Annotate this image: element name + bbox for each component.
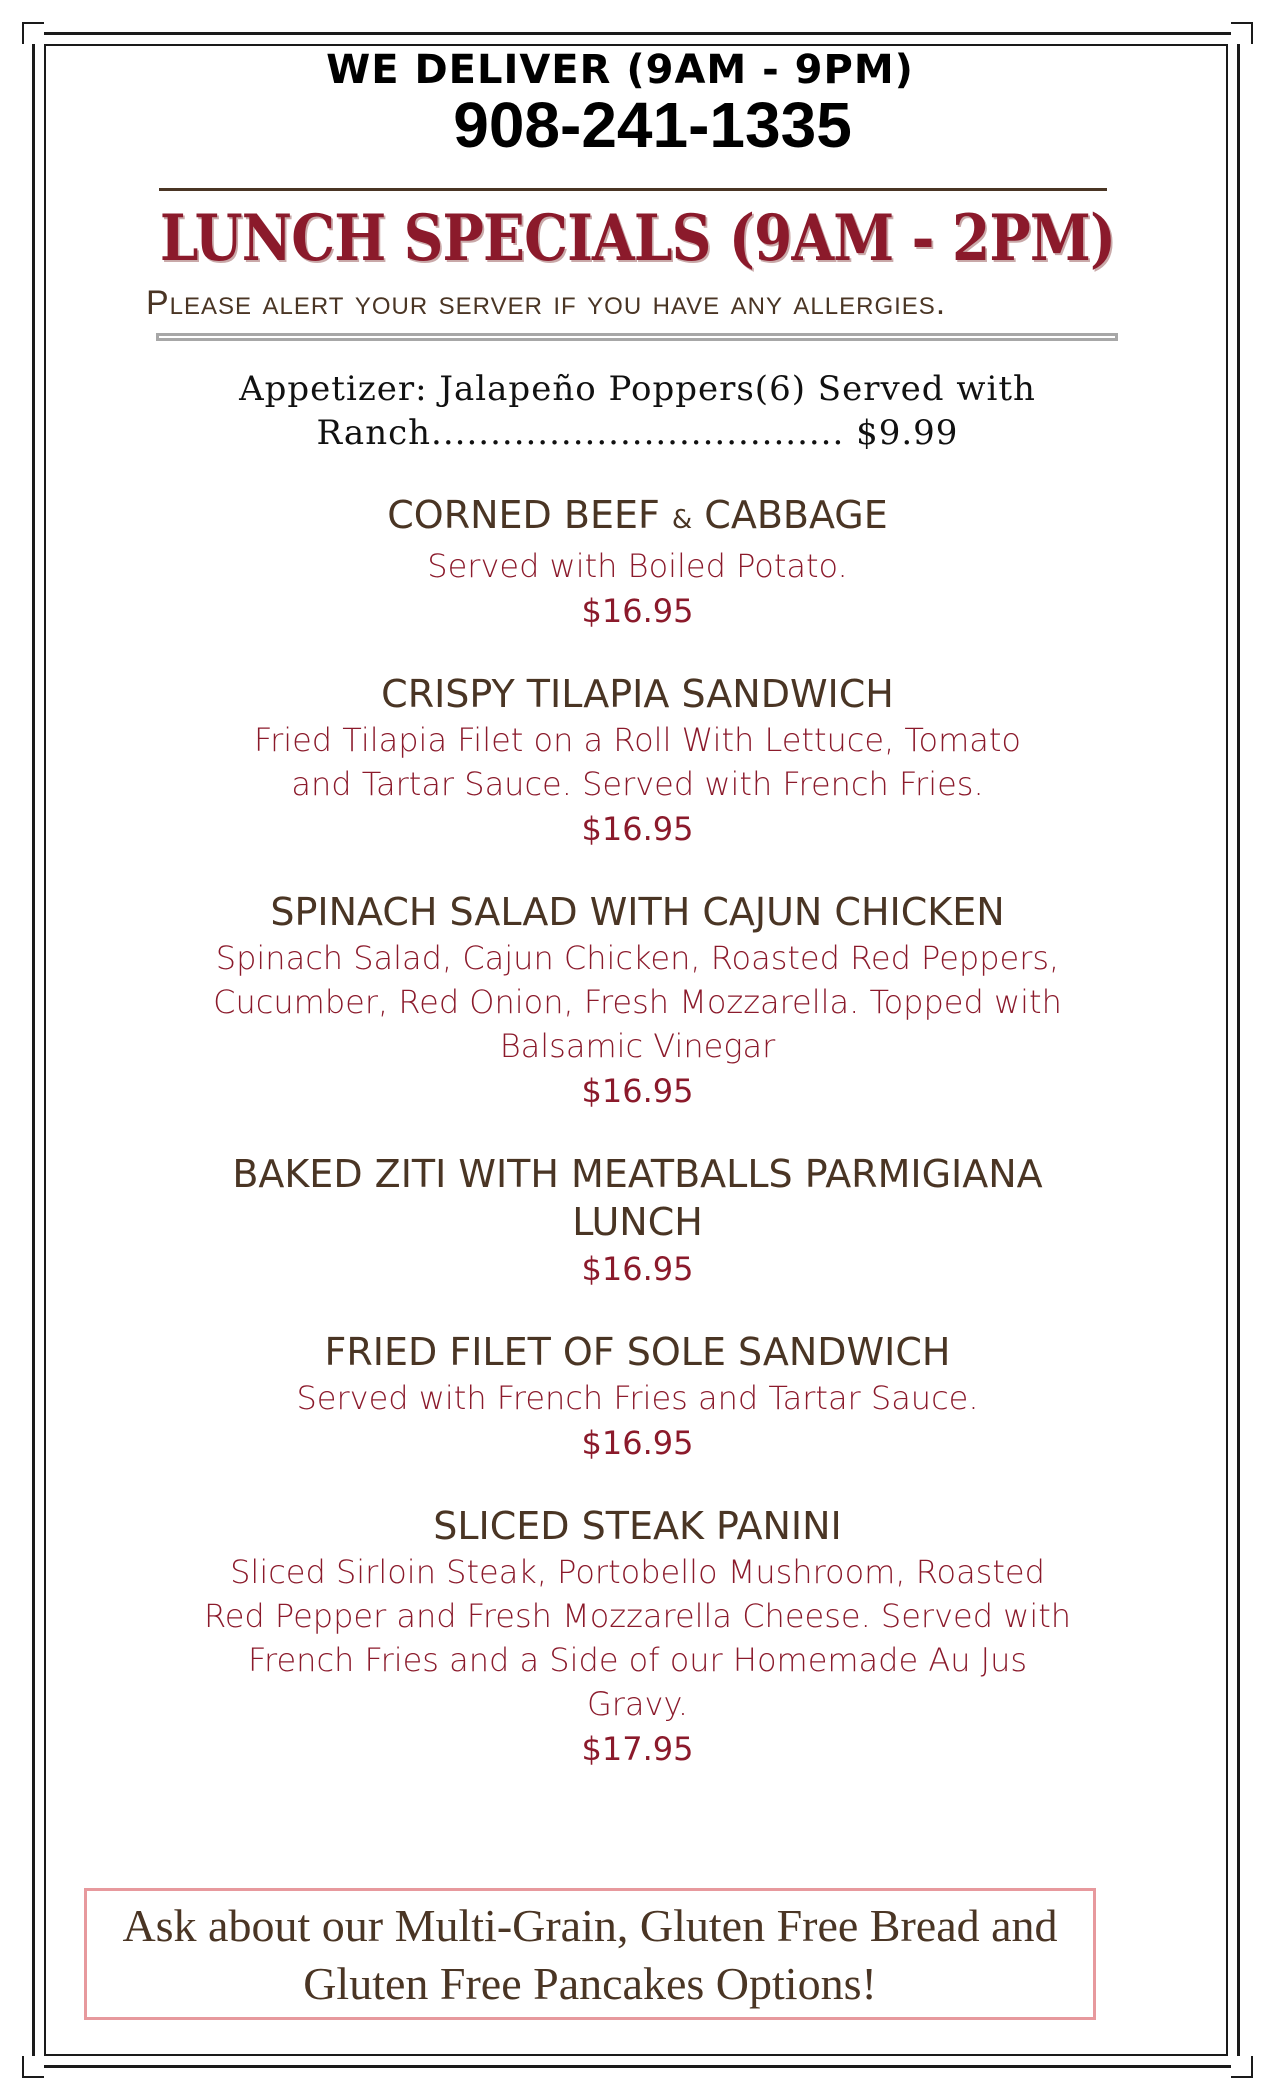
allergy-note: Please alert your server if you have any allergies. xyxy=(146,284,947,322)
appetizer-line-1: Appetizer: Jalapeño Poppers(6) Served with xyxy=(239,369,1036,409)
frame-corner xyxy=(1231,22,1253,44)
divider-top xyxy=(159,188,1107,191)
frame-corner xyxy=(22,2056,44,2078)
appetizer-special xyxy=(60,367,1215,455)
item-name: FRIED FILET OF SOLE SANDWICH xyxy=(324,1330,951,1374)
item-description: Served with French Fries and Tartar Sauce. xyxy=(296,1379,979,1417)
item-price: $16.95 xyxy=(581,1424,694,1462)
appetizer-line-2: Ranch................................... $9.99 xyxy=(316,413,959,453)
item-price: $16.95 xyxy=(581,592,694,630)
item-name-part2: CABBAGE xyxy=(704,493,888,537)
item-price: $17.95 xyxy=(581,1730,694,1768)
item-name xyxy=(60,491,1215,544)
page-title: LUNCH SPECIALS (9AM - 2PM) xyxy=(159,201,1116,276)
menu-item-tilapia xyxy=(60,670,1215,852)
menu-item-spinach-salad xyxy=(60,888,1215,1114)
item-price: $16.95 xyxy=(581,810,694,848)
item-name: CRISPY TILAPIA SANDWICH xyxy=(381,672,894,716)
item-name: BAKED ZITI WITH MEATBALLS PARMIGIANA LUNCH xyxy=(232,1152,1043,1244)
item-name-part1: CORNED BEEF xyxy=(387,493,660,537)
item-name: SPINACH SALAD WITH CAJUN CHICKEN xyxy=(270,890,1005,934)
frame-corner xyxy=(22,22,44,44)
item-price: $16.95 xyxy=(581,1250,694,1288)
item-description: Served with Boiled Potato. xyxy=(427,547,848,585)
divider-double xyxy=(156,333,1118,341)
item-price: $16.95 xyxy=(581,1072,694,1110)
item-description: Sliced Sirloin Steak, Portobello Mushroom, Roasted Red Pepper and Fresh Mozzarella Cheese. Served with French Fries and a Side of our Homemade Au Jus Gravy. xyxy=(203,1553,1072,1723)
item-description: Spinach Salad, Cajun Chicken, Roasted Red Peppers, Cucumber, Red Onion, Fresh Mozzarella. Topped with Balsamic Vinegar xyxy=(213,939,1062,1065)
menu-item-corned-beef xyxy=(60,491,1215,634)
item-description: Fried Tilapia Filet on a Roll With Lettuce, Tomato and Tartar Sauce. Served with French Fries. xyxy=(253,721,1021,803)
item-name: SLICED STEAK PANINI xyxy=(433,1504,842,1548)
menu-content xyxy=(60,48,1215,1808)
gluten-free-note: Ask about our Multi-Grain, Gluten Free Bread and Gluten Free Pancakes Options! xyxy=(84,1888,1096,2020)
menu-item-list xyxy=(60,491,1215,1772)
menu-item-baked-ziti xyxy=(60,1150,1215,1292)
menu-item-steak-panini xyxy=(60,1502,1215,1772)
phone-number: 908-241-1335 xyxy=(453,89,852,161)
menu-item-sole-sandwich xyxy=(60,1328,1215,1466)
ampersand: & xyxy=(671,505,693,535)
frame-corner xyxy=(1231,2056,1253,2078)
delivery-hours: WE DELIVER (9AM - 9PM) xyxy=(326,47,914,93)
